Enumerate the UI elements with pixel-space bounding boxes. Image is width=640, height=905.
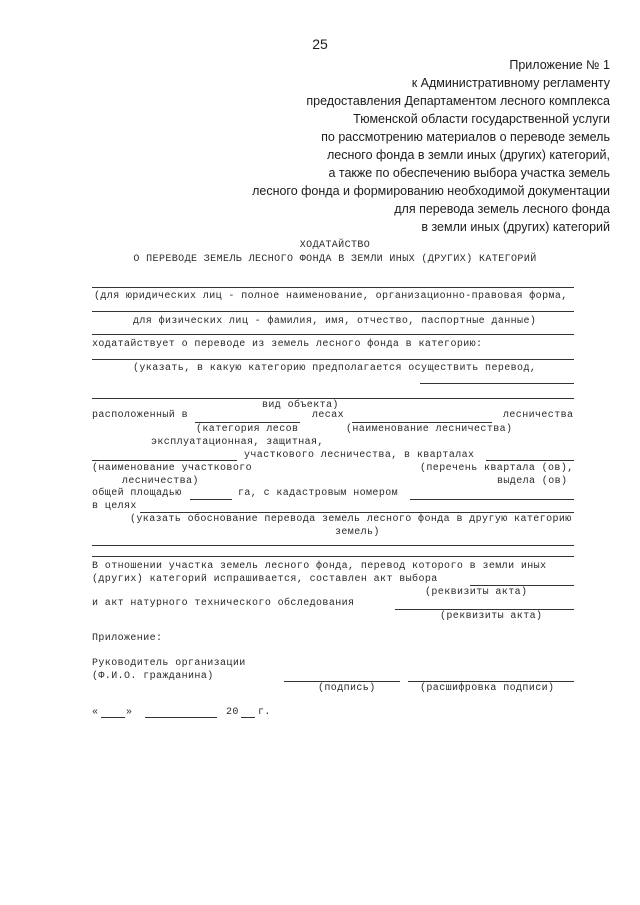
- total-area-label: общей площадью: [92, 488, 182, 499]
- hint-reason: (указать обоснование перевода земель лесного фонда в другую категорию: [130, 514, 572, 525]
- forestry-name-field[interactable]: [352, 422, 492, 423]
- year-prefix: 20: [226, 707, 239, 718]
- applicant-name-field-2[interactable]: [92, 311, 574, 312]
- hint-forest-category: (категория лесов: [196, 424, 299, 435]
- hint-forest-category-2: эксплуатационная, защитная,: [151, 437, 324, 448]
- category-field[interactable]: [92, 359, 574, 360]
- hint-district-name: (наименование участкового: [92, 463, 253, 474]
- district-forestry-field[interactable]: [92, 460, 237, 461]
- hint-quarters: (перечень квартала (ов),: [420, 463, 574, 474]
- form-title: ХОДАТАЙСТВО: [299, 240, 371, 251]
- hint-quarters-2: выдела (ов): [497, 476, 568, 487]
- hint-person: для физических лиц - фамилия, имя, отчество, паспортные данные): [133, 316, 537, 327]
- hint-signature: (подпись): [318, 683, 376, 694]
- applicant-name-field-3[interactable]: [92, 334, 574, 335]
- date-open-quote: «: [92, 707, 99, 718]
- appendix-line: Приложение № 1: [509, 58, 610, 72]
- object-field[interactable]: [92, 398, 574, 399]
- hint-decoding: (расшифровка подписи): [420, 683, 555, 694]
- purpose-field[interactable]: [140, 512, 574, 513]
- date-month-field[interactable]: [145, 717, 217, 718]
- appendix-line: в земли иных (других) категорий: [421, 220, 610, 234]
- district-forestry-label: участкового лесничества, в кварталах: [244, 450, 475, 461]
- hint-category: (указать, в какую категорию предполагается осуществить перевод,: [133, 363, 537, 374]
- area-field[interactable]: [190, 499, 232, 500]
- hint-legal: (для юридических лиц - полное наименование, организационно-правовая форма,: [94, 291, 568, 302]
- hint-object: вид объекта): [262, 400, 339, 411]
- forestry-label: лесничества: [503, 410, 574, 421]
- forests-label: лесах: [312, 410, 345, 421]
- date-year-field[interactable]: [241, 717, 255, 718]
- signature-field[interactable]: [284, 681, 400, 682]
- applicant-name-field[interactable]: [92, 287, 574, 288]
- relation-line-2: (других) категорий испрашивается, составлен акт выбора: [92, 574, 438, 585]
- selection-act-field[interactable]: [470, 585, 574, 586]
- quarters-field[interactable]: [486, 460, 574, 461]
- petition-text: ходатайствует о переводе из земель лесного фонда в категорию:: [92, 339, 483, 350]
- in-purposes-label: в целях: [92, 501, 137, 512]
- page-number: 25: [312, 36, 328, 52]
- year-suffix: г.: [258, 707, 271, 718]
- cadastral-number-field[interactable]: [410, 499, 574, 500]
- located-in-label: расположенный в: [92, 410, 189, 421]
- hint-requisites: (реквизиты акта): [425, 587, 528, 598]
- appendix-line: лесного фонда в земли иных (других) категорий,: [326, 148, 610, 162]
- appendix-line: по рассмотрению материалов о переводе земель: [321, 130, 610, 144]
- form-subtitle: О ПЕРЕВОДЕ ЗЕМЕЛЬ ЛЕСНОГО ФОНДА В ЗЕМЛИ ИНЫХ (ДРУГИХ) КАТЕГОРИЙ: [133, 254, 537, 265]
- forest-category-field[interactable]: [195, 422, 300, 423]
- category-field-2[interactable]: [420, 383, 574, 384]
- citizen-label: (Ф.И.О. гражданина): [92, 671, 214, 682]
- hint-forestry-name: (наименование лесничества): [346, 424, 513, 435]
- appendix-line: к Административному регламенту: [411, 76, 610, 90]
- hint-reason-2: земель): [335, 527, 380, 538]
- purpose-field-2[interactable]: [92, 545, 574, 546]
- inspection-act-field[interactable]: [395, 609, 574, 610]
- date-close-quote: »: [126, 707, 133, 718]
- attachment-label: Приложение:: [92, 633, 163, 644]
- ha-cadastral-label: га, с кадастровым номером: [238, 488, 399, 499]
- appendix-line: а также по обеспечению выбора участка земель: [328, 166, 610, 180]
- appendix-line: лесного фонда и формированию необходимой документации: [252, 184, 610, 198]
- head-org-label: Руководитель организации: [92, 658, 246, 669]
- hint-requisites-2: (реквизиты акта): [440, 611, 543, 622]
- hint-district-name-2: лесничества): [122, 476, 199, 487]
- inspection-label: и акт натурного технического обследования: [92, 598, 355, 609]
- relation-line-1: В отношении участка земель лесного фонда, перевод которого в земли иных: [92, 561, 547, 572]
- appendix-line: для перевода земель лесного фонда: [394, 202, 610, 216]
- decoding-field[interactable]: [408, 681, 574, 682]
- appendix-line: Тюменской области государственной услуги: [353, 112, 610, 126]
- purpose-field-3[interactable]: [92, 556, 574, 557]
- date-day-field[interactable]: [101, 717, 125, 718]
- appendix-line: предоставления Департаментом лесного комплекса: [306, 94, 610, 108]
